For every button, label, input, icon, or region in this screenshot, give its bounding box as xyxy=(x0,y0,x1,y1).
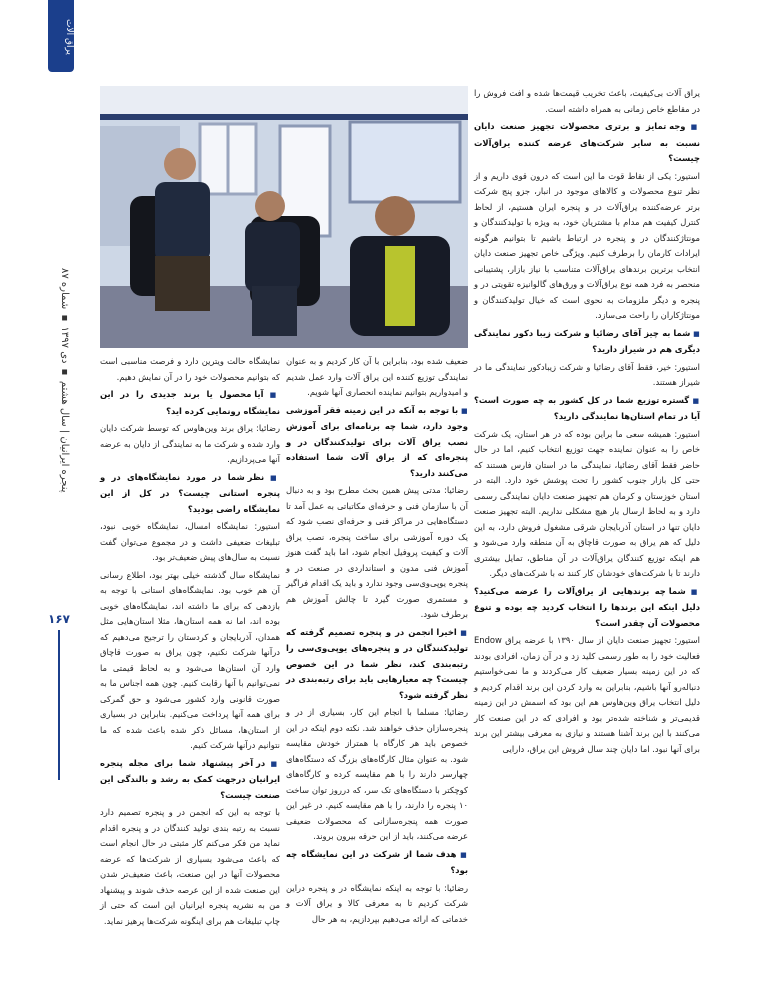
interview-question: ■ شما به چیز آقای رضائیا و شرکت زیبا دکور نمایندگی دیگری هم در شیراز دارید؟ xyxy=(474,326,700,358)
paragraph: رضائیا: یراق برند وین‌هاوس که توسط شرکت دایان وارد شده و شرکت ما به نمایندگی از دایان به عرضه آنها می‌پردازیم. xyxy=(100,423,280,464)
paragraph: استیور: خیر، فقط آقای رضائیا و شرکت زیبادکور نمایندگی ما در شیراز هستند. xyxy=(474,361,700,387)
paragraph: نمایشگاه حالت ویترین دارد و فرصت مناسبی است که بتوانیم محصولات خود را در آن نمایش دهیم. xyxy=(100,356,280,382)
paragraph: ضعیف شده بود، بنابراین با آن کار کردیم و به عنوان نمایندگی توزیع کننده این یراق آلات وارد عمل شدیم و امیدواریم بتوانیم نماینده انحصاری آنها شویم. xyxy=(286,356,468,397)
interview-question: ■ گستره توزیع شما در کل کشور به چه صورت است؟ آیا در تمام استان‌ها نمایندگی دارید؟ xyxy=(474,393,700,425)
paragraph: استیور: همیشه سعی ما براین بوده که در هر استان، یک شرکت خاص را به عنوان نماینده جهت توزیع انتخاب کنیم، اما در حال حاضر فقط آقای رضائیا، نمایندگی ما در استان فارس هستند که حتی کل بازار جنوب کشور را تحت پوشش خود دارد. البته در استان خوزستان و کرمان هم تجهیز صنعت دایان نمایندگی رسمی دارد و به لحاظ ارسال بار هیچ مشکلی نداریم. البته تجهیز صنعت دایان تنها در استان آذربایجان شرقی مشغول فروش دارد، به این دلیل که هم یراق به صورت قاچاق به آن منطقه وارد می‌شود و هم اینکه توزیع کنندگان یراق‌آلات در آن مناطق، تمایل بیشتری دارند تا با شرکت‌های خودشان کار کنند نه با شرکت‌های دیگر. xyxy=(474,428,700,578)
paragraph: رضائیا: مدتی پیش همین بحث مطرح بود و به دنبال آن با سازمان فنی و حرفه‌ای مکاتباتی به عمل آمد تا دستگاه‌هایی در مراکز فنی و حرفه‌ای نصب شود که یک دوره آموزشی برای ساخت پنجره، نصب یراق آلات و کیفیت پروفیل انجام شود، اما باید گفت هنوز آموزش فنی مدون و استانداردی در صنعت در و پنجره یوپی‌وی‌سی وجود ندارد و باید یک اقدام فراگیر و مستمری صورت گیرد تا چالش آموزش هم برطرف شود. xyxy=(286,485,468,619)
article-column-middle xyxy=(286,354,468,924)
paragraph: رضائیا: مسلما با انجام این کار، بسیاری از در و پنجره‌سازان حذف خواهند شد. نکته دوم اینکه در این خصوص باید هر کارگاه با همتراز خودش مقایسه شود. به عنوان مثال کارگاه‌های بزرگ که دستگاه‌های چهارسر دارند را با هم مقایسه کرده و کارگاه‌های کوچکتر با دستگاه‌های تک سر، که درروز توان ساخت ۱۰ پنجره را دارند، را با هم مقایسه کنیم. در غیر این صورت همه پنجره‌سازانی که محصولات ضعیفی عرضه می‌کنند، باید از این حرفه بیرون بروند. xyxy=(286,707,468,841)
interview-question: ■ آیا محصول یا برند جدیدی را در این نمایشگاه رونمایی کرده اید؟ xyxy=(100,387,280,419)
interview-question: ■ نظر شما در مورد نمایشگاه‌های در و پنجره استانی چیست؟ در کل از این نمایشگاه راضی بودید؟ xyxy=(100,470,280,518)
article-column-right xyxy=(474,86,700,916)
interview-question: ■ در آخر پیشنهاد شما برای مجله پنجره ایرانیان درجهت کمک به رشد و بالندگی این صنعت چیست؟ xyxy=(100,756,280,804)
paragraph: استیور: تجهیز صنعت دایان از سال ۱۳۹۰ با عرضه یراق Endow فعالیت خود را به طور رسمی کلید زد و در آن زمان، افرادی بودند که در این زمینه بسیار ضعیف کار می‌کردند و ما نمی‌خواستیم دنباله‌رو آنها باشیم، بنابراین به وارد کردن این برند اقدام کردیم و دلیل انتخاب یراق وین‌هاوس هم این بود که اسمش در این زمینه قدیمی‌تر و شناخته شده‌تر بود و افرادی که در این صنعت کار می‌کنند با این برند آشنا هستند و نیازی به معرفی بیشتر این برند برای آنها نبود. اما دایان چند سال فروش این یراق، دارایی xyxy=(474,635,700,754)
paragraph: نمایشگاه سال گذشته خیلی بهتر بود، اطلاع رسانی آن هم خوب بود. نمایشگاه‌های استانی با توجه به بازدهی که برای ما داشته اند، نمایشگاه‌های خوبی بوده اند، اما نه همه استان‌ها، مثلا استان‌هایی مثل همدان، آذربایجان و کردستان را ترجیح می‌دهیم که درآنها شرکت نکنیم، چون یراق به صورت قاچاق وارد آن استان‌ها می‌شود و به لحاظ قیمتی ما نمی‌توانیم با آنها رقابت کنیم. چون همه اجناس ما به صورت قانونی وارد کشور می‌شود و حق گمرکی برای همه آنها پرداخت می‌کنیم. بنابراین در بسیاری از استان‌ها، مسائل ذکر شده باعث شده که ما نتوانیم درآنها شرکت کنیم. xyxy=(100,569,280,750)
interview-question: ■ با توجه به آنکه در این زمینه فقر آموزشی وجود دارد، شما چه برنامه‌ای برای آموزش نصب یراق آلات برای تولیدکنندگان در و پنجره‌ای که از یراق آلات شما استفاده می‌کنند دارید؟ xyxy=(286,403,468,482)
paragraph: یراق آلات بی‌کیفیت، باعث تخریب قیمت‌ها شده و افت فروش را در مقاطع خاص زمانی به همراه داشته است. xyxy=(474,88,700,114)
interview-question: ■ شما چه برندهایی از یراق‌آلات را عرضه می‌کنید؟ دلیل اینکه این برندها را انتخاب کردید چه بوده و تنوع محصولات آن چقدر است؟ xyxy=(474,584,700,632)
interview-question: ■ وجه تمایز و برتری محصولات تجهیز صنعت دایان نسبت به سایر شرکت‌های عرضه کننده یراق‌آلات چیست؟ xyxy=(474,119,700,167)
issue-info: پنجره ایرانیان | سال هشتم ▪ دی ۱۳۹۷ ▪ شماره ۸۷ xyxy=(59,267,70,493)
page-number: ۱۶۷ xyxy=(48,612,70,626)
page-rule xyxy=(58,630,60,780)
photo-icon xyxy=(100,86,468,348)
paragraph: رضائیا: با توجه به اینکه نمایشگاه در و پنجره دراین شرکت کردیم تا به معرفی کالا و یراق آلات و خدماتی که ارائه می‌دهیم بپردازیم، به هر حال xyxy=(286,882,468,924)
article-column-left xyxy=(100,354,280,926)
paragraph: استیور: نمایشگاه امسال، نمایشگاه خوبی نبود، تبلیغات ضعیفی داشت و در مجموع می‌توان گفت نسبت به سال‌های پیش ضعیف‌تر بود. xyxy=(100,521,280,562)
paragraph: با توجه به این که انجمن در و پنجره تصمیم دارد نسبت به رتبه بندی تولید کنندگان در و پنجره اقدام نماید من فکر می‌کنم کار مثبتی در حال انجام است که باعث می‌شود بسیاری از شرکت‌ها که عرضه محصولات آنها در این صنعت، باعث ضعیف‌تر شدن این صنعت شده از این عرصه حذف شوند و پیشنهاد من به نشریه پنجره ایرانیان این است که حتی از چاپ تبلیغات هم برای اینگونه شرکت‌ها پرهیز نماید. xyxy=(100,807,280,926)
interview-question: ■ هدف شما از شرکت در این نمایشگاه چه بود؟ xyxy=(286,847,468,879)
interview-question: ■ اخیرا انجمن در و پنجره تصمیم گرفته که تولیدکنندگان در و پنجره‌های یوپی‌وی‌سی را رتبه‌بندی کند، نظر شما در این خصوص چیست؟ چه معیارهایی باید برای رتبه‌بندی در نظر گرفته شود؟ xyxy=(286,625,468,704)
section-tab xyxy=(48,0,74,72)
interview-photo xyxy=(100,86,468,348)
paragraph: استیور: یکی از نقاط قوت ما این است که درون قوی داریم و از نظر تنوع محصولات و کالاهای موجود در انبار، جزو پنج شرکت برتر عرضه‌کننده یراق‌آلات در و پنجره ایران هستیم، از لحاظ کنترل کیفیت هم مدام با مشتریان خود، به ویژه با تولیدکنندگان و مونتاژکنندگان در و پنجره در ارتباط باشیم تا بتوانیم هرگونه ایرادات کارمان را برطرف کنیم. ویژگی خاص تجهیز صنعت دایان انتخاب برترین برندهای یراق‌آلات متناسب با نیاز بازار، پشتیبانی منحصر به فرد همه نوع یراق‌آلات و ورق‌های گالوانیزه تقویتی در و پنجره و دیگر ملزومات به نحوی است که خیال تولیدکنندگان و مونتاژکاران را راحت می‌سازد. xyxy=(474,170,700,320)
section-tab-label: یراق آلات xyxy=(64,19,74,55)
